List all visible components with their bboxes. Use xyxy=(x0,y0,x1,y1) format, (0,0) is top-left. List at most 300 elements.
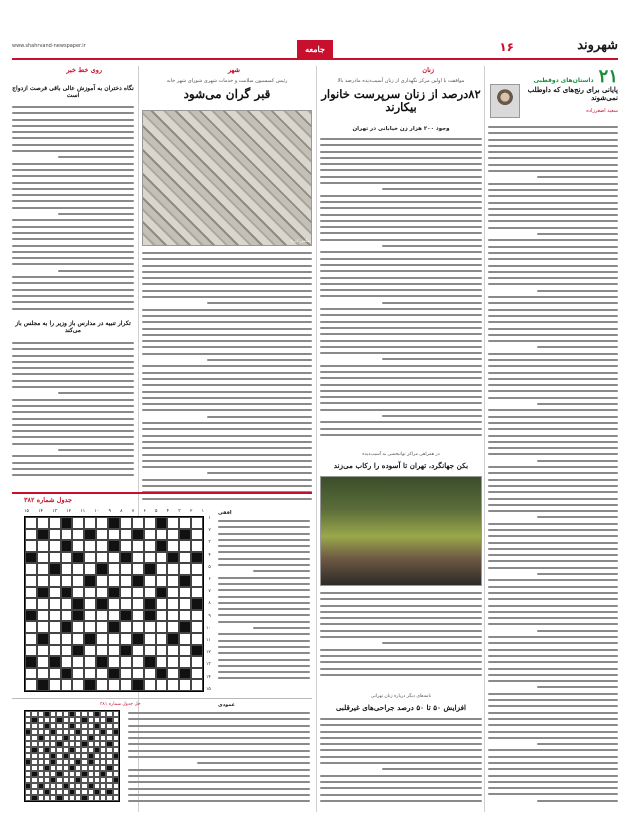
crossword-cell[interactable] xyxy=(25,668,37,680)
column-number: ۹ xyxy=(108,509,111,514)
crossword-block xyxy=(132,633,144,645)
crossword-cell[interactable] xyxy=(84,517,96,529)
crossword-cell[interactable] xyxy=(49,517,61,529)
text-line xyxy=(320,731,482,733)
crossword-cell[interactable] xyxy=(49,575,61,587)
crossword-cell[interactable] xyxy=(72,656,84,668)
crossword-cell[interactable] xyxy=(167,540,179,552)
story3-body xyxy=(320,718,482,812)
crossword-cell[interactable] xyxy=(96,645,108,657)
text-line xyxy=(218,621,310,623)
crossword-cell[interactable] xyxy=(144,668,156,680)
crossword-cell[interactable] xyxy=(144,633,156,645)
text-line xyxy=(320,251,482,253)
crossword-cell[interactable] xyxy=(72,587,84,599)
text-line xyxy=(12,348,134,350)
text-line xyxy=(488,793,618,795)
crossword-cell[interactable] xyxy=(132,540,144,552)
crossword-cell[interactable] xyxy=(144,517,156,529)
crossword-cell[interactable] xyxy=(144,540,156,552)
text-line xyxy=(488,214,618,216)
crossword-cell[interactable] xyxy=(179,517,191,529)
text-line xyxy=(197,762,310,764)
crossword-cell[interactable] xyxy=(132,621,144,633)
crossword-cell[interactable] xyxy=(156,598,168,610)
text-line xyxy=(320,232,482,234)
text-line xyxy=(12,373,134,375)
crossword-cell[interactable] xyxy=(156,563,168,575)
text-line xyxy=(128,775,310,777)
crossword-cell[interactable] xyxy=(61,645,73,657)
crossword-cell[interactable] xyxy=(144,552,156,564)
crossword-cell[interactable] xyxy=(72,540,84,552)
text-line xyxy=(142,397,312,399)
crossword-cell[interactable] xyxy=(120,529,132,541)
text-line xyxy=(488,353,618,355)
crossword-cell[interactable] xyxy=(37,563,49,575)
column-women xyxy=(320,66,482,812)
text-line xyxy=(142,346,312,348)
website-url[interactable]: www.shahrvand-newspaper.ir xyxy=(12,43,86,49)
text-line xyxy=(488,655,618,657)
text-line xyxy=(488,183,618,185)
crossword-cell[interactable] xyxy=(37,645,49,657)
crossword-cell[interactable] xyxy=(179,645,191,657)
crossword-cell[interactable] xyxy=(120,679,132,691)
crossword-cell[interactable] xyxy=(72,621,84,633)
crossword-cell[interactable] xyxy=(108,633,120,645)
crossword-cell[interactable] xyxy=(108,679,120,691)
crossword-cell[interactable] xyxy=(25,679,37,691)
crossword-cell[interactable] xyxy=(132,610,144,622)
text-line xyxy=(142,296,312,298)
crossword-cell[interactable] xyxy=(191,610,203,622)
crossword-cell[interactable] xyxy=(120,598,132,610)
crossword-cell[interactable] xyxy=(120,540,132,552)
crossword-block xyxy=(179,575,191,587)
text-line xyxy=(207,359,312,361)
text-line xyxy=(142,384,312,386)
story-body xyxy=(142,252,312,508)
text-line xyxy=(488,762,618,764)
crossword-cell[interactable] xyxy=(167,645,179,657)
text-line xyxy=(320,377,482,379)
text-line xyxy=(488,283,618,285)
crossword-cell[interactable] xyxy=(49,552,61,564)
crossword-cell[interactable] xyxy=(96,621,108,633)
crossword-block xyxy=(132,575,144,587)
crossword-cell[interactable] xyxy=(84,610,96,622)
crossword-cell[interactable] xyxy=(96,552,108,564)
crossword-cell[interactable] xyxy=(25,563,37,575)
text-line xyxy=(488,674,618,676)
crossword-cell[interactable] xyxy=(120,575,132,587)
text-line xyxy=(12,411,134,413)
crossword-cell[interactable] xyxy=(156,656,168,668)
crossword-cell[interactable] xyxy=(167,656,179,668)
story-body xyxy=(488,126,618,812)
crossword-cell[interactable] xyxy=(167,679,179,691)
crossword-cell[interactable] xyxy=(167,621,179,633)
masthead xyxy=(12,40,618,60)
crossword-cell[interactable] xyxy=(167,587,179,599)
text-line xyxy=(488,605,618,607)
crossword-cell[interactable] xyxy=(72,633,84,645)
text-line xyxy=(488,749,618,751)
crossword-cell[interactable] xyxy=(25,598,37,610)
text-line xyxy=(488,132,618,134)
crossword-cell[interactable] xyxy=(156,529,168,541)
crossword-cell[interactable] xyxy=(156,633,168,645)
crossword-cell[interactable] xyxy=(179,610,191,622)
crossword-cell[interactable] xyxy=(120,633,132,645)
crossword-block xyxy=(61,668,73,680)
crossword-cell[interactable] xyxy=(167,668,179,680)
crossword-cell[interactable] xyxy=(132,587,144,599)
column-number: ۸ xyxy=(120,509,123,514)
column-number: ۱۴ xyxy=(38,509,43,514)
crossword-cell[interactable] xyxy=(49,668,61,680)
crossword-cell[interactable] xyxy=(120,563,132,575)
crossword-cell[interactable] xyxy=(167,610,179,622)
crossword-cell[interactable] xyxy=(144,587,156,599)
column-number: ۱۵ xyxy=(24,509,29,514)
crossword-cell[interactable] xyxy=(84,563,96,575)
crossword-block xyxy=(84,679,96,691)
crossword-cell[interactable] xyxy=(37,621,49,633)
crossword-cell[interactable] xyxy=(37,540,49,552)
crossword-cell[interactable] xyxy=(108,610,120,622)
text-line xyxy=(488,598,618,600)
crossword-cell[interactable] xyxy=(61,529,73,541)
crossword-cell[interactable] xyxy=(191,668,203,680)
crossword-cell[interactable] xyxy=(179,563,191,575)
text-line xyxy=(320,611,482,613)
crossword-cell[interactable] xyxy=(49,540,61,552)
crossword-cell[interactable] xyxy=(49,587,61,599)
text-line xyxy=(488,208,618,210)
crossword-cell[interactable] xyxy=(108,656,120,668)
text-line xyxy=(488,781,618,783)
text-line xyxy=(320,396,482,398)
crossword-answer-title: حل جدول شماره ۳۸۱ xyxy=(100,702,141,707)
crossword-cell[interactable] xyxy=(108,563,120,575)
crossword-cell[interactable] xyxy=(144,679,156,691)
crossword-cell[interactable] xyxy=(156,621,168,633)
crossword-cell[interactable] xyxy=(61,563,73,575)
crossword-cell[interactable] xyxy=(96,540,108,552)
text-line xyxy=(128,794,310,796)
text-line xyxy=(320,605,482,607)
crossword-cell[interactable] xyxy=(84,656,96,668)
crossword-cell[interactable] xyxy=(132,645,144,657)
column-number: ۱۰ xyxy=(94,509,100,514)
crossword-cell[interactable] xyxy=(37,552,49,564)
crossword-cell[interactable] xyxy=(167,563,179,575)
crossword-cell[interactable] xyxy=(191,587,203,599)
crossword-cell[interactable] xyxy=(191,563,203,575)
crossword-cell[interactable] xyxy=(156,575,168,587)
text-line xyxy=(488,693,618,695)
crossword-cell[interactable] xyxy=(96,587,108,599)
crossword-cell[interactable] xyxy=(25,621,37,633)
text-line xyxy=(142,466,312,468)
crossword-block xyxy=(61,621,73,633)
crossword-cell[interactable] xyxy=(156,679,168,691)
crossword-cell[interactable] xyxy=(61,598,73,610)
crossword-block xyxy=(96,563,108,575)
crossword-cell[interactable] xyxy=(37,656,49,668)
crossword-block xyxy=(72,598,84,610)
crossword-cell[interactable] xyxy=(72,563,84,575)
text-line xyxy=(12,125,134,127)
text-line xyxy=(207,472,312,474)
crossword-cell[interactable] xyxy=(84,540,96,552)
crossword-cell[interactable] xyxy=(191,679,203,691)
series-title: داستان‌های دوقطبی xyxy=(533,77,594,84)
crossword-cell[interactable] xyxy=(179,656,191,668)
crossword-cell[interactable] xyxy=(96,668,108,680)
text-line xyxy=(142,309,312,311)
crossword-cell[interactable] xyxy=(25,633,37,645)
text-line xyxy=(320,743,482,745)
crossword-cell[interactable] xyxy=(96,517,108,529)
text-line xyxy=(320,428,482,430)
crossword-cell[interactable] xyxy=(144,575,156,587)
crossword-cell[interactable] xyxy=(84,668,96,680)
crossword-cell[interactable] xyxy=(144,529,156,541)
column-rule xyxy=(316,66,317,812)
crossword-block xyxy=(84,529,96,541)
crossword-cell[interactable] xyxy=(156,552,168,564)
crossword-cell[interactable] xyxy=(37,598,49,610)
text-line xyxy=(382,768,482,770)
crossword-cell[interactable] xyxy=(167,529,179,541)
crossword-cell[interactable] xyxy=(61,575,73,587)
story2-headline: بکن جهانگرد، تهران تا آسوده را رکاب می‌زند xyxy=(333,461,469,470)
crossword-cell[interactable] xyxy=(120,656,132,668)
crossword-cell[interactable] xyxy=(96,575,108,587)
crossword-cell[interactable] xyxy=(61,552,73,564)
text-line xyxy=(488,321,618,323)
crossword-column-numbers xyxy=(24,509,204,514)
main-headline: ۸۲درصد از زنان سرپرست خانوار بیکارند xyxy=(321,87,481,115)
crossword-cell[interactable] xyxy=(191,656,203,668)
crossword-cell[interactable] xyxy=(132,598,144,610)
text-line xyxy=(382,358,482,360)
crossword-block xyxy=(179,529,191,541)
crossword-cell[interactable] xyxy=(156,645,168,657)
crossword-cell[interactable] xyxy=(49,598,61,610)
crossword-cell[interactable] xyxy=(179,633,191,645)
crossword-cell[interactable] xyxy=(96,679,108,691)
crossword-cell[interactable] xyxy=(108,552,120,564)
text-line xyxy=(488,592,618,594)
crossword-cell[interactable] xyxy=(167,517,179,529)
crossword-cell[interactable] xyxy=(61,633,73,645)
crossword-block xyxy=(156,587,168,599)
text-line xyxy=(488,498,618,500)
text-line xyxy=(488,435,618,437)
row-number: ۷ xyxy=(208,589,211,595)
crossword-cell[interactable] xyxy=(120,668,132,680)
crossword-cell[interactable] xyxy=(120,621,132,633)
crossword-block xyxy=(191,598,203,610)
crossword-cell[interactable] xyxy=(49,529,61,541)
crossword-cell[interactable] xyxy=(25,575,37,587)
text-line xyxy=(488,296,618,298)
text-line xyxy=(488,775,618,777)
text-line xyxy=(488,265,618,267)
text-line xyxy=(207,302,312,304)
series-number: ۲۱ xyxy=(598,66,618,87)
text-line xyxy=(12,436,134,438)
crossword-cell[interactable] xyxy=(37,517,49,529)
crossword-cell[interactable] xyxy=(84,552,96,564)
crossword-block xyxy=(96,598,108,610)
crossword-block xyxy=(144,598,156,610)
crossword-cell[interactable] xyxy=(84,587,96,599)
crossword-cell[interactable] xyxy=(61,656,73,668)
text-line xyxy=(320,787,482,789)
crossword-cell[interactable] xyxy=(61,610,73,622)
crossword-cell[interactable] xyxy=(179,540,191,552)
crossword-cell[interactable] xyxy=(108,598,120,610)
crossword-cell[interactable] xyxy=(25,540,37,552)
text-line xyxy=(58,156,134,158)
crossword-cell[interactable] xyxy=(49,610,61,622)
crossword-cell[interactable] xyxy=(84,598,96,610)
crossword-cell[interactable] xyxy=(132,552,144,564)
crossword-cell[interactable] xyxy=(144,621,156,633)
crossword-cell[interactable] xyxy=(61,679,73,691)
text-line xyxy=(488,479,618,481)
crossword-cell[interactable] xyxy=(37,668,49,680)
text-line xyxy=(320,724,482,726)
text-line xyxy=(12,226,134,228)
text-line xyxy=(142,498,312,500)
column-rule xyxy=(484,66,485,812)
brief-headline-2: تکرار تنبیه در مدارس باز وزیر را به مجلس باز می‌کند xyxy=(15,320,131,334)
text-line xyxy=(320,169,482,171)
crossword-cell[interactable] xyxy=(49,621,61,633)
text-line xyxy=(488,390,618,392)
text-line xyxy=(58,213,134,215)
text-line xyxy=(320,421,482,423)
text-line xyxy=(142,283,312,285)
crossword-cell[interactable] xyxy=(49,679,61,691)
crossword-cell[interactable] xyxy=(84,621,96,633)
column-number: ۱۳ xyxy=(52,509,58,514)
crossword-cell[interactable] xyxy=(96,633,108,645)
text-line xyxy=(320,239,482,241)
crossword-block xyxy=(156,540,168,552)
text-line xyxy=(142,372,312,374)
crossword-cell[interactable] xyxy=(132,668,144,680)
text-line xyxy=(142,328,312,330)
crossword-cell[interactable] xyxy=(25,645,37,657)
row-number: ۲ xyxy=(208,528,211,534)
crossword-cell[interactable] xyxy=(108,575,120,587)
text-line xyxy=(320,195,482,197)
crossword-cell[interactable] xyxy=(132,517,144,529)
text-line xyxy=(488,491,618,493)
text-line xyxy=(488,252,618,254)
text-line xyxy=(320,264,482,266)
crossword-cell[interactable] xyxy=(37,575,49,587)
text-line xyxy=(320,630,482,632)
text-line xyxy=(12,289,134,291)
crossword-cell[interactable] xyxy=(72,517,84,529)
crossword-cell[interactable] xyxy=(108,645,120,657)
crossword-cell[interactable] xyxy=(167,598,179,610)
crossword-cell[interactable] xyxy=(25,587,37,599)
crossword-cell[interactable] xyxy=(191,633,203,645)
crossword-cell[interactable] xyxy=(132,656,144,668)
crossword-cell[interactable] xyxy=(191,621,203,633)
text-line xyxy=(488,164,618,166)
crossword-cell[interactable] xyxy=(144,645,156,657)
crossword-cell[interactable] xyxy=(96,529,108,541)
text-line xyxy=(128,712,310,714)
crossword-cell[interactable] xyxy=(156,610,168,622)
text-line xyxy=(142,403,312,405)
text-line xyxy=(382,415,482,417)
crossword-block xyxy=(61,540,73,552)
crossword-cell[interactable] xyxy=(108,529,120,541)
crossword-cell[interactable] xyxy=(191,517,203,529)
crossword-cell[interactable] xyxy=(120,587,132,599)
text-line xyxy=(488,239,618,241)
crossword-cell[interactable] xyxy=(179,587,191,599)
crossword-cell[interactable] xyxy=(191,540,203,552)
text-line xyxy=(142,422,312,424)
text-line xyxy=(218,545,310,547)
crossword-cell[interactable] xyxy=(179,598,191,610)
crossword-cell[interactable] xyxy=(49,633,61,645)
crossword-cell[interactable] xyxy=(179,679,191,691)
text-line xyxy=(142,485,312,487)
crossword-block xyxy=(25,656,37,668)
cemetery-photo xyxy=(142,110,312,246)
crossword-cell[interactable] xyxy=(72,679,84,691)
crossword-cell[interactable] xyxy=(96,610,108,622)
text-line xyxy=(320,737,482,739)
crossword-cell[interactable] xyxy=(49,645,61,657)
text-line xyxy=(382,245,482,247)
crossword-cell[interactable] xyxy=(25,529,37,541)
crossword-cell[interactable] xyxy=(191,529,203,541)
crossword-cell[interactable] xyxy=(132,563,144,575)
crossword-cell[interactable] xyxy=(120,517,132,529)
crossword-cell[interactable] xyxy=(37,610,49,622)
text-line xyxy=(12,112,134,114)
text-line xyxy=(382,302,482,304)
text-line xyxy=(12,455,134,457)
text-line xyxy=(320,220,482,222)
text-line xyxy=(320,661,482,663)
crossword-cell[interactable] xyxy=(72,575,84,587)
text-line xyxy=(320,283,482,285)
crossword-cell[interactable] xyxy=(72,529,84,541)
crossword-cell[interactable] xyxy=(84,645,96,657)
crossword-cell[interactable] xyxy=(167,575,179,587)
text-line xyxy=(218,665,310,667)
crossword-cell[interactable] xyxy=(25,517,37,529)
crossword-cell[interactable] xyxy=(191,575,203,587)
crossword-cell[interactable] xyxy=(72,668,84,680)
crossword-cell[interactable] xyxy=(179,552,191,564)
